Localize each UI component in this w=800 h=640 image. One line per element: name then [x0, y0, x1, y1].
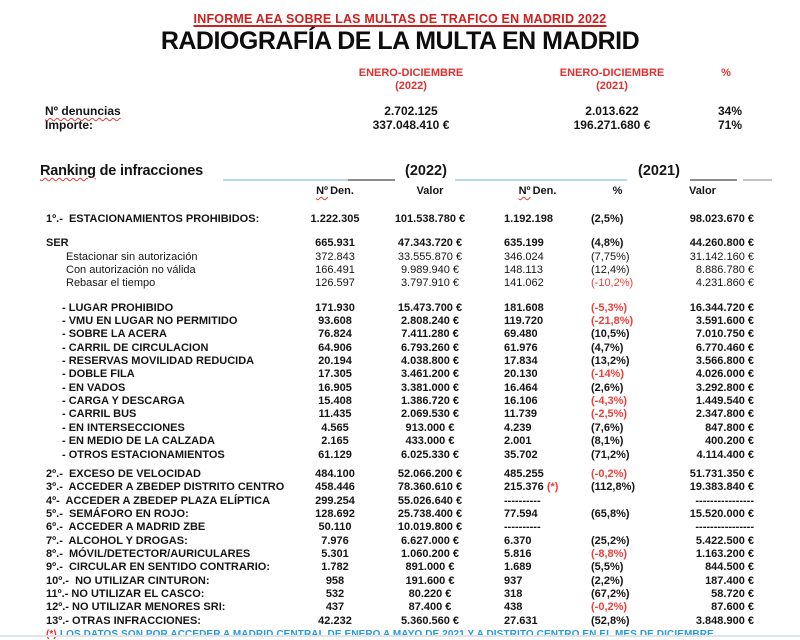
- valor-2021: 44.260.800 €: [689, 237, 754, 250]
- row-label: - RESERVAS MOVILIDAD REDUCIDA: [62, 355, 255, 368]
- den-2021: 4.239: [504, 421, 532, 434]
- ranking-row: [0, 382, 800, 395]
- ranking-row: [0, 481, 800, 494]
- pct-variation: (-0,2%): [591, 467, 628, 480]
- valor-2022: 4.038.800 €: [400, 355, 460, 368]
- valor-2022: 80.220 €: [408, 587, 452, 600]
- col-header-den-2022: Nº Den.: [316, 185, 354, 197]
- report-supertitle: [0, 0, 800, 26]
- den-2022: 126.597: [315, 277, 355, 290]
- summary-row-denuncias: [0, 105, 800, 119]
- valor-2022: 3.381.000 €: [400, 381, 460, 394]
- row-label: 8º.- MÓVIL/DETECTOR/AURICULARES: [46, 547, 251, 560]
- den-2022: 1.782: [321, 561, 349, 574]
- row-label: - CARGA Y DESCARGA: [62, 395, 185, 408]
- row-label: - EN MEDIO DE LA CALZADA: [62, 435, 215, 448]
- den-2021: 937: [504, 574, 523, 587]
- den-2021: 16.464: [504, 381, 538, 394]
- ranking-row: [0, 328, 800, 341]
- den-2022: 437: [325, 601, 345, 614]
- row-label: Estacionar sin autorización: [66, 250, 198, 263]
- row-label: 5º.- SEMÁFORO EN ROJO:: [46, 507, 189, 520]
- valor-2021: 7.010.750 €: [695, 328, 754, 341]
- valor-2022: 9.989.940 €: [400, 264, 460, 277]
- valor-2022: 3.797.910 €: [400, 277, 460, 290]
- valor-2021: 4.231.860 €: [695, 277, 754, 290]
- den-2021: 485.255: [504, 467, 544, 480]
- valor-2022: 10.019.800 €: [397, 521, 463, 534]
- pct-variation: (12,4%): [591, 264, 630, 277]
- pct-variation: (-14%): [591, 368, 625, 381]
- ranking-row: [0, 355, 800, 368]
- row-label: - EN INTERSECCIONES: [62, 421, 185, 434]
- den-2022: 2.165: [321, 435, 349, 448]
- den-2021: 215.376 (*): [504, 481, 559, 494]
- valor-2021: 15.520.000 €: [689, 507, 754, 520]
- summary-header-pct: %: [721, 67, 731, 79]
- row-label: 12º.- NO UTILIZAR MENORES SRI:: [46, 601, 226, 614]
- ranking-row: [0, 277, 800, 290]
- pct-variation: (71,2%): [591, 448, 630, 461]
- row-label: 13º.- OTRAS INFRACCIONES:: [46, 614, 201, 627]
- den-2021: 181.608: [504, 301, 544, 314]
- valor-2021: 3.848.900 €: [695, 614, 754, 627]
- row-label: 7º.- ALCOHOL Y DROGAS:: [46, 534, 188, 547]
- page-title: RADIOGRAFÍA DE LA MULTA EN MADRID: [160, 27, 640, 55]
- row-label: 1º.- ESTACIONAMIENTOS PROHIBIDOS:: [46, 213, 260, 225]
- valor-2022: 5.360.560 €: [400, 614, 460, 627]
- valor-2022: 1.386.720 €: [400, 395, 460, 408]
- row-label: 11º.- NO UTILIZAR EL CASCO:: [46, 587, 205, 600]
- valor-2022: 52.066.200 €: [397, 467, 463, 480]
- row-label: - VMU EN LUGAR NO PERMITIDO: [62, 315, 238, 328]
- pct-variation: (7,6%): [591, 421, 624, 434]
- rule-segment: [223, 179, 348, 181]
- col-header-pct: %: [612, 185, 623, 197]
- pct-variation: (25,2%): [591, 534, 630, 547]
- den-2022: 93.608: [318, 315, 352, 328]
- col-header-valor-2022: Valor: [416, 185, 444, 197]
- den-2021: ----------: [504, 521, 541, 534]
- valor-2022: 191.600 €: [405, 574, 455, 587]
- ranking-row: [0, 548, 800, 561]
- valor-2022: 6.793.260 €: [400, 341, 460, 354]
- col-header-den-2021: Nº Den.: [518, 185, 557, 197]
- den-2021: 77.594: [504, 507, 538, 520]
- valor-2022: 25.738.400 €: [397, 507, 463, 520]
- valor-2022: 891.000 €: [405, 561, 455, 574]
- den-2021: 6.370: [504, 534, 532, 547]
- den-2021: 318: [504, 587, 523, 600]
- row-label: - SOBRE LA ACERA: [62, 328, 167, 341]
- valor-2021: 1.163.200 €: [695, 547, 754, 560]
- ranking-row: [0, 535, 800, 548]
- den-2021: 5.816: [504, 547, 532, 560]
- row-label: 6º.- ACCEDER A MADRID ZBE: [46, 521, 206, 534]
- row-label: Rebasar el tiempo: [66, 277, 156, 290]
- den-2022: 166.491: [315, 264, 355, 277]
- pct-variation: (2,6%): [591, 381, 624, 394]
- valor-2022: 3.461.200 €: [400, 368, 460, 381]
- pct-variation: (-2,5%): [591, 408, 628, 421]
- den-2022: 484.100: [315, 467, 355, 480]
- den-2022: 50.110: [318, 521, 352, 534]
- valor-2022: 2.069.530 €: [400, 408, 460, 421]
- ranking-title: Ranking de infracciones: [40, 163, 204, 179]
- valor-2021: 19.383.840 €: [689, 481, 754, 494]
- rule-segment: [743, 179, 772, 181]
- summary-header-2021: ENERO-DICIEMBRE (2021): [559, 67, 665, 92]
- pct-variation: (10,5%): [591, 328, 630, 341]
- den-2021: ----------: [504, 494, 541, 507]
- valor-2021: 58.720 €: [711, 587, 754, 600]
- row-label: 9º.- CIRCULAR EN SENTIDO CONTRARIO:: [46, 561, 271, 574]
- ranking-row: [0, 521, 800, 534]
- summary-value-2022: 2.702.125: [384, 104, 438, 118]
- valor-2021: 400.200 €: [705, 435, 754, 448]
- pct-variation: (4,7%): [591, 341, 624, 354]
- summary-label: Importe:: [45, 117, 93, 132]
- valor-2021: 31.142.160 €: [689, 250, 754, 263]
- ranking-row: [0, 264, 800, 277]
- pct-variation: (112,8%): [591, 481, 636, 494]
- rule-segment: [455, 179, 627, 181]
- pct-variation: (-5,3%): [591, 301, 628, 314]
- ranking-row: [0, 561, 800, 574]
- ranking-row: [0, 237, 800, 250]
- valor-2021: 5.422.500 €: [695, 534, 754, 547]
- den-2021: 17.834: [504, 355, 538, 368]
- den-2022: 61.129: [318, 448, 352, 461]
- row-label: Con autorización no válida: [66, 264, 196, 277]
- valor-2022: 87.400 €: [408, 601, 452, 614]
- pct-variation: (65,8%): [591, 507, 630, 520]
- rule-segment: [690, 179, 737, 181]
- pct-variation: (52,8%): [591, 614, 630, 627]
- den-2022: 64.906: [318, 341, 352, 354]
- valor-2022: 433.000 €: [405, 435, 455, 448]
- ranking-header: [0, 163, 800, 183]
- summary-pct: 71%: [717, 117, 742, 132]
- den-2022: 17.305: [318, 368, 352, 381]
- ranking-year-2022: (2022): [405, 163, 447, 179]
- ranking-row: [0, 449, 800, 462]
- den-2021: 635.199: [504, 237, 544, 250]
- pct-variation: (-4,3%): [591, 395, 628, 408]
- valor-2021: 1.449.540 €: [695, 395, 754, 408]
- valor-2021: 16.344.720 €: [689, 301, 754, 314]
- den-2021: 61.976: [504, 341, 538, 354]
- report-supertitle-text: INFORME AEA SOBRE LAS MULTAS DE TRAFICO EN MADRID 2022: [193, 12, 607, 26]
- summary-label: Nº denuncias: [45, 104, 121, 118]
- pct-variation: (2,2%): [591, 574, 624, 587]
- ranking-row: [0, 368, 800, 381]
- valor-2022: 1.060.200 €: [400, 547, 460, 560]
- den-2021: 119.720: [504, 315, 544, 328]
- row-label: - CARRIL BUS: [62, 408, 137, 421]
- den-2021: 141.062: [504, 277, 544, 290]
- summary-header-2022: ENERO-DICIEMBRE (2022): [358, 67, 464, 92]
- valor-2021: 8.886.780 €: [695, 264, 754, 277]
- den-2022: 458.446: [315, 481, 355, 494]
- summary-value-2022: 337.048.410 €: [372, 117, 450, 132]
- ranking-row: [0, 315, 800, 328]
- row-label: - OTROS ESTACIONAMIENTOS: [62, 448, 225, 461]
- rule-segment: [348, 179, 395, 181]
- valor-2022: 78.360.610 €: [397, 481, 463, 494]
- row-label: - DOBLE FILA: [62, 368, 135, 381]
- row-label: 3º.- ACCEDER A ZBEDEP DISTRITO CENTRO: [46, 481, 285, 494]
- ranking-row: [0, 575, 800, 588]
- valor-2022: 6.025.330 €: [400, 448, 460, 461]
- ranking-row: [0, 601, 800, 614]
- asterisk-marker: (*): [543, 481, 559, 494]
- valor-2021: 3.566.800 €: [695, 355, 754, 368]
- row-label: 10º.- NO UTILIZAR CINTURON:: [46, 574, 210, 587]
- row-label: 4º- ACCEDER A ZBEDEP PLAZA ELÍPTICA: [46, 494, 271, 507]
- pct-variation: (67,2%): [591, 587, 630, 600]
- den-2021: 27.631: [504, 614, 538, 627]
- den-2022: 4.565: [321, 421, 349, 434]
- ranking-row: [0, 251, 800, 264]
- ranking-table-body: [0, 213, 800, 628]
- den-2022: 42.232: [318, 614, 352, 627]
- valor-2021: 3.591.600 €: [695, 315, 754, 328]
- valor-2021: 187.400 €: [705, 574, 754, 587]
- ranking-row: [0, 435, 800, 448]
- den-2021: 1.689: [504, 561, 532, 574]
- row-label: SER: [46, 237, 69, 250]
- table-subheader: [0, 185, 800, 198]
- pct-variation: [585, 521, 650, 534]
- den-2021: 11.739: [504, 408, 538, 421]
- valor-2022: 2.808.240 €: [400, 315, 460, 328]
- ranking-year-2021: (2021): [638, 163, 680, 179]
- den-2022: 20.194: [318, 355, 352, 368]
- valor-2021: 847.800 €: [705, 421, 754, 434]
- valor-2022: 913.000 €: [405, 421, 455, 434]
- valor-2021: ----------------: [695, 521, 754, 534]
- den-2021: 148.113: [504, 264, 543, 277]
- den-2022: 372.843: [315, 250, 355, 263]
- pct-variation: (2,5%): [591, 213, 624, 225]
- den-2021: 438: [504, 601, 523, 614]
- ranking-row: [0, 422, 800, 435]
- den-2022: 128.692: [315, 507, 355, 520]
- valor-2022: 15.473.700 €: [397, 301, 463, 314]
- ranking-row: [0, 213, 800, 226]
- den-2021: 1.192.198: [504, 213, 553, 225]
- summary-value-2021: 196.271.680 €: [573, 117, 651, 132]
- valor-2021: 87.600 €: [711, 601, 754, 614]
- summary-pct: 34%: [717, 104, 742, 118]
- valor-2021: 98.023.670 €: [689, 213, 754, 225]
- pct-variation: [585, 495, 650, 508]
- pct-variation: (7,75%): [591, 250, 630, 263]
- valor-2022: 7.411.280 €: [401, 328, 459, 341]
- summary-row-importe: [0, 119, 800, 133]
- bottom-edge-rule: [0, 635, 800, 637]
- pct-variation: (-0,2%): [591, 601, 628, 614]
- ranking-row: [0, 408, 800, 421]
- valor-2021: 4.026.000 €: [695, 368, 754, 381]
- ranking-row: [0, 302, 800, 315]
- den-2022: 16.905: [318, 381, 352, 394]
- ranking-row: [0, 588, 800, 601]
- den-2022: 7.976: [321, 534, 349, 547]
- den-2022: 1.222.305: [310, 213, 360, 225]
- ranking-row: [0, 342, 800, 355]
- pct-variation: (-21,8%): [591, 315, 634, 328]
- ranking-row: [0, 615, 800, 628]
- den-2021: 20.130: [504, 368, 538, 381]
- den-2021: 16.106: [504, 395, 538, 408]
- den-2022: 665.931: [315, 237, 355, 250]
- pct-variation: (13,2%): [591, 355, 630, 368]
- valor-2021: ----------------: [695, 494, 754, 507]
- summary-rows: [0, 105, 800, 132]
- row-label: - EN VADOS: [62, 381, 126, 394]
- valor-2022: 6.627.000 €: [400, 534, 460, 547]
- ranking-row: [0, 495, 800, 508]
- valor-2022: 55.026.640 €: [397, 494, 463, 507]
- col-header-valor-2021: Valor: [689, 185, 716, 197]
- valor-2021: 2.347.800 €: [695, 408, 754, 421]
- den-2022: 532: [325, 587, 345, 600]
- den-2021: 69.480: [504, 328, 538, 341]
- pct-variation: (-8,8%): [591, 547, 628, 560]
- den-2022: 958: [325, 574, 345, 587]
- den-2022: 15.408: [318, 395, 352, 408]
- den-2022: 76.824: [318, 328, 352, 341]
- valor-2021: 4.114.400 €: [696, 448, 754, 461]
- den-2021: 35.702: [504, 448, 538, 461]
- den-2022: 5.301: [321, 547, 349, 560]
- ranking-row: [0, 395, 800, 408]
- pct-variation: (-10,2%): [591, 277, 634, 290]
- den-2022: 171.930: [315, 301, 355, 314]
- ranking-row: [0, 508, 800, 521]
- valor-2021: 844.500 €: [705, 561, 754, 574]
- row-label: 2º.- EXCESO DE VELOCIDAD: [46, 467, 201, 480]
- den-2021: 346.024: [504, 250, 544, 263]
- valor-2021: 51.731.350 €: [689, 467, 754, 480]
- den-2022: 11.435: [318, 408, 352, 421]
- valor-2021: 6.770.460 €: [695, 341, 754, 354]
- ranking-row: [0, 468, 800, 481]
- valor-2022: 33.555.870 €: [397, 250, 463, 263]
- valor-2021: 3.292.800 €: [695, 381, 754, 394]
- den-2022: 299.254: [315, 494, 355, 507]
- row-label: - LUGAR PROHIBIDO: [62, 301, 174, 314]
- pct-variation: (4,8%): [591, 237, 624, 250]
- pct-variation: (8,1%): [591, 435, 624, 448]
- row-label: - CARRIL DE CIRCULACION: [62, 341, 209, 354]
- den-2021: 2.001: [504, 435, 532, 448]
- valor-2022: 47.343.720 €: [397, 237, 463, 250]
- valor-2022: 101.538.780 €: [394, 213, 466, 225]
- pct-variation: (5,5%): [591, 561, 624, 574]
- summary-value-2021: 2.013.622: [585, 104, 639, 118]
- summary-header: [0, 67, 800, 92]
